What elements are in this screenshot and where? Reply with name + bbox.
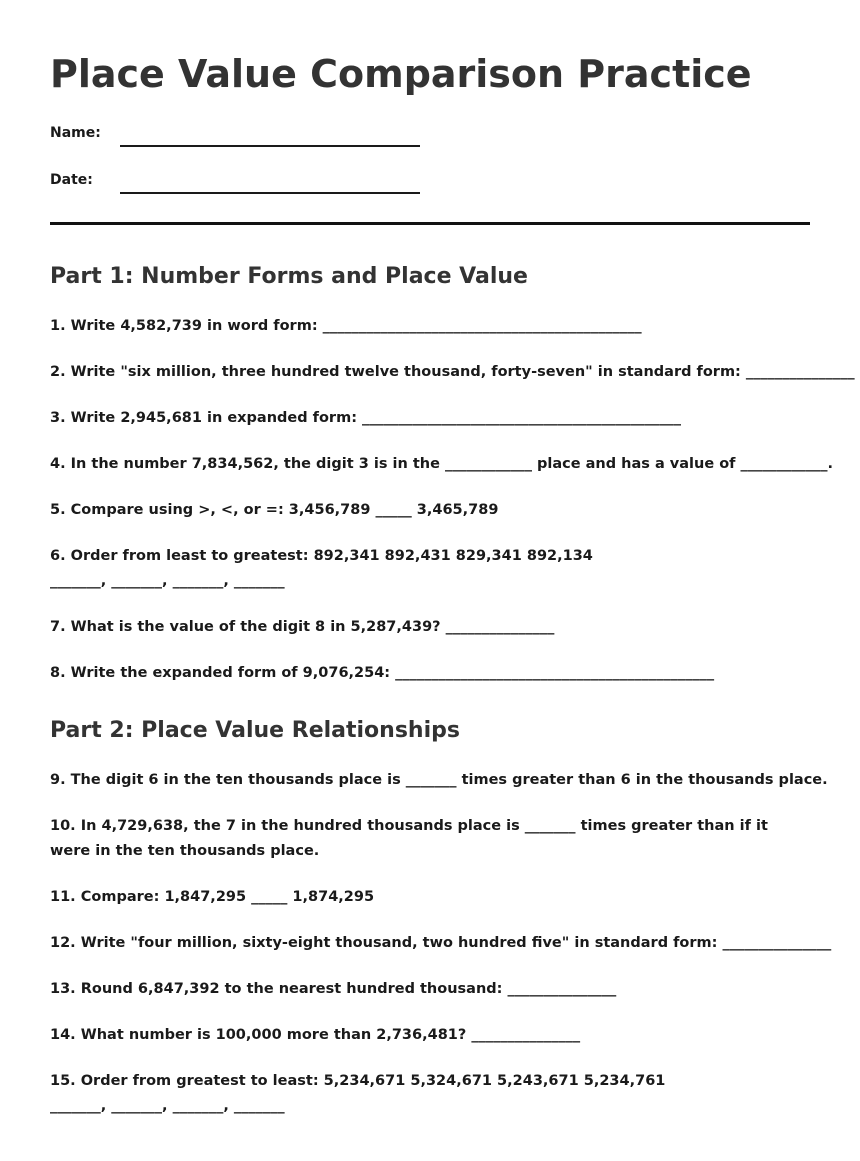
date-label: Date: [50, 172, 93, 188]
question-5: 5. Compare using >, <, or =: 3,456,789 _____ 3,465,789 [50, 502, 499, 518]
question-11: 11. Compare: 1,847,295 _____ 1,874,295 [50, 889, 375, 905]
date-line[interactable] [120, 192, 420, 194]
question-7: 7. What is the value of the digit 8 in 5,287,439? _______________ [50, 619, 555, 635]
name-label: Name: [50, 125, 101, 141]
header-divider [50, 222, 810, 225]
question-6: 6. Order from least to greatest: 892,341 892,431 829,341 892,134 [50, 548, 593, 564]
question-4: 4. In the number 7,834,562, the digit 3 is in the ____________ place and has a value of ____________. [50, 456, 834, 472]
question-9: 9. The digit 6 in the ten thousands place is _______ times greater than 6 in the thousands place. [50, 772, 828, 788]
question-15-answer-blanks: _______, _______, _______, _______ [50, 1098, 285, 1114]
question-13: 13. Round 6,847,392 to the nearest hundred thousand: _______________ [50, 981, 617, 997]
question-12: 12. Write "four million, sixty-eight thousand, two hundred five" in standard form: _______________ [50, 935, 832, 951]
part2-title: Part 2: Place Value Relationships [50, 718, 460, 743]
question-8: 8. Write the expanded form of 9,076,254: ____________________________________________ [50, 665, 715, 681]
name-field-row [50, 123, 810, 153]
page-title: Place Value Comparison Practice [50, 52, 752, 96]
question-15: 15. Order from greatest to least: 5,234,671 5,324,671 5,243,671 5,234,761 [50, 1073, 666, 1089]
question-3: 3. Write 2,945,681 in expanded form: ____________________________________________ [50, 410, 682, 426]
name-line[interactable] [120, 145, 420, 147]
question-14: 14. What number is 100,000 more than 2,736,481? _______________ [50, 1027, 581, 1043]
question-1: 1. Write 4,582,739 in word form: ____________________________________________ [50, 318, 642, 334]
question-10: 10. In 4,729,638, the 7 in the hundred thousands place is _______ times greater than if it were in the ten thousands place. [50, 818, 768, 859]
date-field-row [50, 170, 810, 200]
question-2: 2. Write "six million, three hundred twelve thousand, forty-seven" in standard form: _______________ [50, 364, 855, 380]
part1-title: Part 1: Number Forms and Place Value [50, 264, 528, 289]
question-6-answer-blanks: _______, _______, _______, _______ [50, 573, 285, 589]
